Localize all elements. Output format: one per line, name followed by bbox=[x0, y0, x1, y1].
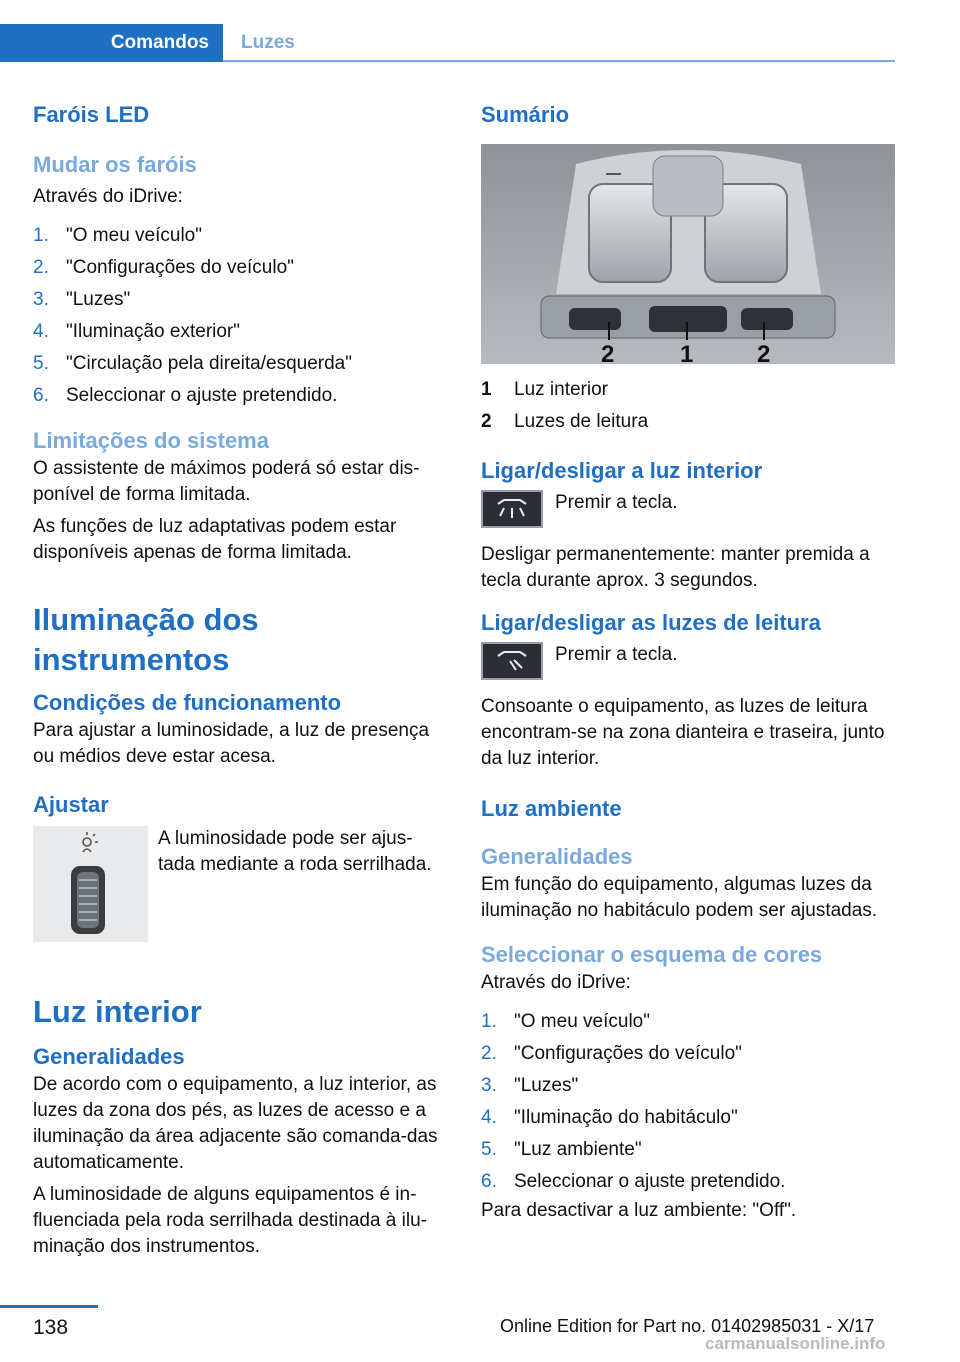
reading-button-row bbox=[481, 642, 893, 680]
list-item: 2. "Configurações do veículo" bbox=[33, 257, 294, 278]
heading-luz-ambiente: Luz ambiente bbox=[481, 796, 622, 821]
list-item: 1. "O meu veículo" bbox=[33, 225, 202, 246]
heading-mudar-farois: Mudar os faróis bbox=[33, 152, 197, 177]
list-item: 6. Seleccionar o ajuste pretendido. bbox=[33, 385, 338, 406]
paragraph-ajustar: A luminosidade pode ser ajus-tada mediante a roda serrilhada. bbox=[158, 828, 432, 875]
heading-limitacoes: Limitações do sistema bbox=[33, 428, 269, 453]
page-number: 138 bbox=[33, 1316, 69, 1339]
figure-label-1: 1 bbox=[680, 341, 694, 364]
heading-esquema-cores: Seleccionar o esquema de cores bbox=[481, 942, 823, 967]
heading-ligar-luz-interior: Ligar/desligar a luz interior bbox=[481, 458, 763, 483]
paragraph-leitura: Consoante o equipamento, as luzes de leitura encontram-se na zona dianteira e traseira, junto da luz interior. bbox=[481, 696, 885, 769]
list-item: 2. "Configurações do veículo" bbox=[481, 1043, 742, 1064]
list-item: 4. "Iluminação exterior" bbox=[33, 321, 241, 342]
figure-legend bbox=[481, 374, 893, 438]
tab-comandos[interactable]: Comandos bbox=[0, 24, 223, 62]
paragraph-desactivar: Para desactivar a luz ambiente: "Off". bbox=[481, 1200, 797, 1221]
legend-item: 2 Luzes de leitura bbox=[481, 411, 649, 432]
paragraph-interior-2: A luminosidade de alguns equipamentos é in-fluenciada pela roda serrilhada destinada à ilu-minação dos instrumentos. bbox=[33, 1184, 427, 1257]
overhead-console-image bbox=[481, 144, 895, 364]
interior-light-button-image bbox=[481, 490, 543, 528]
paragraph-interior-1: De acordo com o equipamento, a luz interior, as luzes da zona dos pés, as luzes de acesso e a iluminação da área adjacente são comanda-das automaticamente. bbox=[33, 1074, 438, 1173]
heading-luz-interior: Luz interior bbox=[33, 994, 202, 1029]
footer-rule bbox=[0, 1305, 98, 1308]
action-premir-leitura: Premir a tecla. bbox=[555, 644, 678, 665]
chapter-tab-bar bbox=[0, 24, 895, 62]
list-item: 6. Seleccionar o ajuste pretendido. bbox=[481, 1171, 786, 1192]
reading-light-icon bbox=[492, 648, 532, 674]
heading-sumario: Sumário bbox=[481, 102, 570, 127]
intro-idrive-right: Através do iDrive: bbox=[481, 972, 631, 993]
overhead-console-figure bbox=[481, 144, 895, 364]
watermark: carmanualsonline.info bbox=[705, 1334, 886, 1353]
figure-label-2-right: 2 bbox=[757, 341, 771, 364]
edition-note: Online Edition for Part no. 01402985031 - X/17 bbox=[500, 1316, 875, 1336]
dimmer-wheel-icon bbox=[33, 826, 148, 942]
heading-condicoes: Condições de funcionamento bbox=[33, 690, 342, 715]
list-item: 5. "Circulação pela direita/esquerda" bbox=[33, 353, 352, 374]
heading-farois-led: Faróis LED bbox=[33, 102, 150, 127]
heading-ligar-luzes-leitura: Ligar/desligar as luzes de leitura bbox=[481, 610, 821, 635]
thumbwheel-image bbox=[33, 826, 148, 942]
list-item: 5. "Luz ambiente" bbox=[481, 1139, 642, 1160]
interior-button-row bbox=[481, 490, 893, 528]
list-item: 1. "O meu veículo" bbox=[481, 1011, 650, 1032]
legend-item: 1 Luz interior bbox=[481, 379, 608, 400]
list-item: 3. "Luzes" bbox=[481, 1075, 579, 1096]
intro-idrive: Através do iDrive: bbox=[33, 186, 183, 207]
ajustar-row bbox=[33, 826, 445, 942]
tab-luzes[interactable]: Luzes bbox=[241, 32, 295, 53]
figure-label-2-left: 2 bbox=[601, 341, 615, 364]
right-column bbox=[481, 100, 893, 1224]
paragraph-condicoes: Para ajustar a luminosidade, a luz de presença ou médios deve estar acesa. bbox=[33, 720, 430, 767]
steps-list-farois bbox=[33, 220, 445, 412]
list-item: 3. "Luzes" bbox=[33, 289, 131, 310]
paragraph-limitacoes-1: O assistente de máximos poderá só estar dis-ponível de forma limitada. bbox=[33, 458, 420, 505]
paragraph-ambiente: Em função do equipamento, algumas luzes da iluminação no habitáculo podem ser ajustadas. bbox=[481, 874, 878, 921]
heading-generalidades-ambiente: Generalidades bbox=[481, 844, 633, 869]
paragraph-limitacoes-2: As funções de luz adaptativas podem estar disponíveis apenas de forma limitada. bbox=[33, 516, 397, 563]
list-item: 4. "Iluminação do habitáculo" bbox=[481, 1107, 738, 1128]
left-column bbox=[33, 100, 445, 1260]
heading-iluminacao-instrumentos: Iluminação dos instrumentos bbox=[33, 602, 259, 677]
paragraph-desligar: Desligar permanentemente: manter premida a tecla durante aprox. 3 segundos. bbox=[481, 544, 870, 591]
heading-generalidades-interior: Generalidades bbox=[33, 1044, 185, 1069]
heading-ajustar: Ajustar bbox=[33, 792, 109, 817]
reading-light-button-image bbox=[481, 642, 543, 680]
action-premir-interior: Premir a tecla. bbox=[555, 492, 678, 513]
steps-list-cores bbox=[481, 1006, 893, 1198]
tab-underline bbox=[223, 60, 895, 62]
interior-light-icon bbox=[492, 496, 532, 522]
